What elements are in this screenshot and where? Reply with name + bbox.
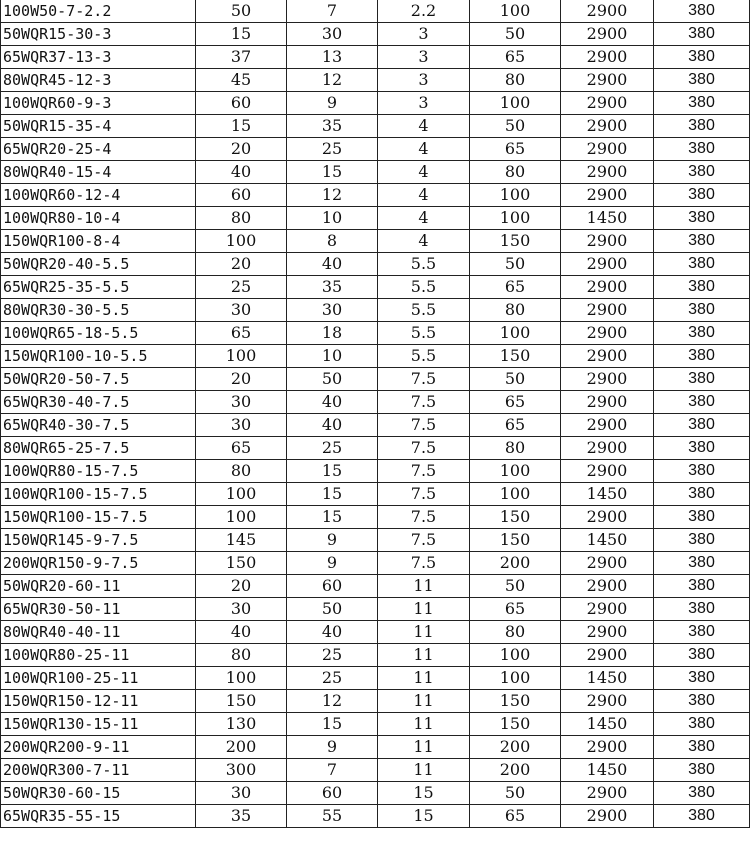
flow-cell: 80 bbox=[196, 207, 287, 230]
model-cell: 65WQR25-35-5.5 bbox=[1, 276, 196, 299]
voltage-cell: 380 bbox=[654, 460, 750, 483]
model-cell: 65WQR20-25-4 bbox=[1, 138, 196, 161]
voltage-cell: 380 bbox=[654, 276, 750, 299]
flow-cell: 100 bbox=[196, 230, 287, 253]
power-cell: 15 bbox=[378, 805, 470, 828]
power-cell: 11 bbox=[378, 575, 470, 598]
flow-cell: 40 bbox=[196, 621, 287, 644]
table-row bbox=[1, 184, 750, 207]
voltage-cell: 380 bbox=[654, 207, 750, 230]
diameter-cell: 65 bbox=[470, 276, 561, 299]
head-cell: 13 bbox=[287, 46, 378, 69]
diameter-cell: 100 bbox=[470, 184, 561, 207]
voltage-cell: 380 bbox=[654, 759, 750, 782]
model-cell: 100WQR100-25-11 bbox=[1, 667, 196, 690]
table-row bbox=[1, 644, 750, 667]
table-row bbox=[1, 552, 750, 575]
diameter-cell: 80 bbox=[470, 161, 561, 184]
power-cell: 7.5 bbox=[378, 552, 470, 575]
power-cell: 5.5 bbox=[378, 322, 470, 345]
table-row bbox=[1, 207, 750, 230]
model-cell: 65WQR35-55-15 bbox=[1, 805, 196, 828]
diameter-cell: 80 bbox=[470, 69, 561, 92]
flow-cell: 150 bbox=[196, 552, 287, 575]
diameter-cell: 80 bbox=[470, 299, 561, 322]
table-row bbox=[1, 805, 750, 828]
flow-cell: 80 bbox=[196, 644, 287, 667]
speed-cell: 1450 bbox=[561, 667, 654, 690]
head-cell: 35 bbox=[287, 115, 378, 138]
head-cell: 8 bbox=[287, 230, 378, 253]
voltage-cell: 380 bbox=[654, 46, 750, 69]
model-cell: 150WQR100-10-5.5 bbox=[1, 345, 196, 368]
power-cell: 3 bbox=[378, 23, 470, 46]
voltage-cell: 380 bbox=[654, 529, 750, 552]
flow-cell: 30 bbox=[196, 414, 287, 437]
flow-cell: 50 bbox=[196, 0, 287, 23]
voltage-cell: 380 bbox=[654, 644, 750, 667]
diameter-cell: 100 bbox=[470, 667, 561, 690]
power-cell: 4 bbox=[378, 161, 470, 184]
speed-cell: 2900 bbox=[561, 161, 654, 184]
model-cell: 150WQR150-12-11 bbox=[1, 690, 196, 713]
model-cell: 150WQR100-15-7.5 bbox=[1, 506, 196, 529]
voltage-cell: 380 bbox=[654, 368, 750, 391]
speed-cell: 2900 bbox=[561, 621, 654, 644]
model-cell: 80WQR65-25-7.5 bbox=[1, 437, 196, 460]
flow-cell: 25 bbox=[196, 276, 287, 299]
table-row bbox=[1, 299, 750, 322]
diameter-cell: 65 bbox=[470, 414, 561, 437]
head-cell: 60 bbox=[287, 782, 378, 805]
table-row bbox=[1, 759, 750, 782]
head-cell: 9 bbox=[287, 92, 378, 115]
head-cell: 15 bbox=[287, 713, 378, 736]
speed-cell: 2900 bbox=[561, 69, 654, 92]
power-cell: 4 bbox=[378, 138, 470, 161]
speed-cell: 2900 bbox=[561, 736, 654, 759]
flow-cell: 20 bbox=[196, 138, 287, 161]
speed-cell: 2900 bbox=[561, 322, 654, 345]
flow-cell: 130 bbox=[196, 713, 287, 736]
table-row bbox=[1, 92, 750, 115]
model-cell: 100WQR65-18-5.5 bbox=[1, 322, 196, 345]
diameter-cell: 100 bbox=[470, 92, 561, 115]
model-cell: 50WQR20-60-11 bbox=[1, 575, 196, 598]
table-row bbox=[1, 46, 750, 69]
head-cell: 55 bbox=[287, 805, 378, 828]
head-cell: 12 bbox=[287, 69, 378, 92]
flow-cell: 65 bbox=[196, 322, 287, 345]
voltage-cell: 380 bbox=[654, 782, 750, 805]
power-cell: 7.5 bbox=[378, 414, 470, 437]
voltage-cell: 380 bbox=[654, 805, 750, 828]
model-cell: 50WQR15-35-4 bbox=[1, 115, 196, 138]
power-cell: 11 bbox=[378, 621, 470, 644]
model-cell: 50WQR15-30-3 bbox=[1, 23, 196, 46]
model-cell: 65WQR40-30-7.5 bbox=[1, 414, 196, 437]
speed-cell: 2900 bbox=[561, 23, 654, 46]
voltage-cell: 380 bbox=[654, 184, 750, 207]
head-cell: 30 bbox=[287, 299, 378, 322]
power-cell: 7.5 bbox=[378, 460, 470, 483]
speed-cell: 2900 bbox=[561, 299, 654, 322]
speed-cell: 1450 bbox=[561, 529, 654, 552]
table-row bbox=[1, 322, 750, 345]
power-cell: 7.5 bbox=[378, 391, 470, 414]
model-cell: 100WQR100-15-7.5 bbox=[1, 483, 196, 506]
diameter-cell: 100 bbox=[470, 0, 561, 23]
power-cell: 4 bbox=[378, 207, 470, 230]
flow-cell: 150 bbox=[196, 690, 287, 713]
flow-cell: 30 bbox=[196, 782, 287, 805]
table-row bbox=[1, 414, 750, 437]
model-cell: 80WQR40-15-4 bbox=[1, 161, 196, 184]
model-cell: 200WQR200-9-11 bbox=[1, 736, 196, 759]
flow-cell: 20 bbox=[196, 575, 287, 598]
diameter-cell: 50 bbox=[470, 368, 561, 391]
head-cell: 60 bbox=[287, 575, 378, 598]
voltage-cell: 380 bbox=[654, 483, 750, 506]
flow-cell: 30 bbox=[196, 391, 287, 414]
table-row bbox=[1, 690, 750, 713]
model-cell: 50WQR20-40-5.5 bbox=[1, 253, 196, 276]
power-cell: 7.5 bbox=[378, 529, 470, 552]
speed-cell: 2900 bbox=[561, 552, 654, 575]
power-cell: 11 bbox=[378, 759, 470, 782]
table-row bbox=[1, 713, 750, 736]
head-cell: 12 bbox=[287, 184, 378, 207]
flow-cell: 15 bbox=[196, 23, 287, 46]
model-cell: 80WQR30-30-5.5 bbox=[1, 299, 196, 322]
head-cell: 25 bbox=[287, 644, 378, 667]
table-row bbox=[1, 667, 750, 690]
voltage-cell: 380 bbox=[654, 23, 750, 46]
power-cell: 7.5 bbox=[378, 437, 470, 460]
diameter-cell: 50 bbox=[470, 575, 561, 598]
speed-cell: 2900 bbox=[561, 460, 654, 483]
flow-cell: 15 bbox=[196, 115, 287, 138]
speed-cell: 2900 bbox=[561, 391, 654, 414]
speed-cell: 2900 bbox=[561, 0, 654, 23]
power-cell: 7.5 bbox=[378, 506, 470, 529]
speed-cell: 2900 bbox=[561, 575, 654, 598]
flow-cell: 20 bbox=[196, 368, 287, 391]
flow-cell: 65 bbox=[196, 437, 287, 460]
head-cell: 15 bbox=[287, 460, 378, 483]
model-cell: 50WQR20-50-7.5 bbox=[1, 368, 196, 391]
flow-cell: 200 bbox=[196, 736, 287, 759]
table-row bbox=[1, 161, 750, 184]
power-cell: 11 bbox=[378, 736, 470, 759]
model-cell: 80WQR45-12-3 bbox=[1, 69, 196, 92]
head-cell: 9 bbox=[287, 552, 378, 575]
diameter-cell: 80 bbox=[470, 621, 561, 644]
head-cell: 25 bbox=[287, 437, 378, 460]
model-cell: 100WQR80-15-7.5 bbox=[1, 460, 196, 483]
diameter-cell: 200 bbox=[470, 736, 561, 759]
speed-cell: 2900 bbox=[561, 184, 654, 207]
table-row bbox=[1, 115, 750, 138]
power-cell: 11 bbox=[378, 667, 470, 690]
table-row bbox=[1, 598, 750, 621]
speed-cell: 2900 bbox=[561, 598, 654, 621]
table-row bbox=[1, 506, 750, 529]
voltage-cell: 380 bbox=[654, 391, 750, 414]
head-cell: 50 bbox=[287, 368, 378, 391]
power-cell: 15 bbox=[378, 782, 470, 805]
head-cell: 9 bbox=[287, 529, 378, 552]
table-row bbox=[1, 483, 750, 506]
diameter-cell: 150 bbox=[470, 690, 561, 713]
speed-cell: 2900 bbox=[561, 92, 654, 115]
head-cell: 30 bbox=[287, 23, 378, 46]
table-row bbox=[1, 23, 750, 46]
table-row bbox=[1, 368, 750, 391]
speed-cell: 2900 bbox=[561, 115, 654, 138]
speed-cell: 2900 bbox=[561, 276, 654, 299]
voltage-cell: 380 bbox=[654, 713, 750, 736]
voltage-cell: 380 bbox=[654, 621, 750, 644]
head-cell: 7 bbox=[287, 0, 378, 23]
diameter-cell: 150 bbox=[470, 230, 561, 253]
voltage-cell: 380 bbox=[654, 575, 750, 598]
diameter-cell: 50 bbox=[470, 782, 561, 805]
speed-cell: 1450 bbox=[561, 713, 654, 736]
flow-cell: 45 bbox=[196, 69, 287, 92]
voltage-cell: 380 bbox=[654, 598, 750, 621]
model-cell: 100WQR60-9-3 bbox=[1, 92, 196, 115]
model-cell: 100WQR80-10-4 bbox=[1, 207, 196, 230]
head-cell: 18 bbox=[287, 322, 378, 345]
power-cell: 11 bbox=[378, 598, 470, 621]
flow-cell: 145 bbox=[196, 529, 287, 552]
diameter-cell: 80 bbox=[470, 437, 561, 460]
speed-cell: 2900 bbox=[561, 46, 654, 69]
diameter-cell: 100 bbox=[470, 207, 561, 230]
power-cell: 3 bbox=[378, 69, 470, 92]
head-cell: 7 bbox=[287, 759, 378, 782]
table-row bbox=[1, 0, 750, 23]
diameter-cell: 100 bbox=[470, 644, 561, 667]
flow-cell: 300 bbox=[196, 759, 287, 782]
model-cell: 100WQR60-12-4 bbox=[1, 184, 196, 207]
diameter-cell: 65 bbox=[470, 391, 561, 414]
voltage-cell: 380 bbox=[654, 253, 750, 276]
speed-cell: 1450 bbox=[561, 759, 654, 782]
power-cell: 2.2 bbox=[378, 0, 470, 23]
speed-cell: 2900 bbox=[561, 345, 654, 368]
diameter-cell: 150 bbox=[470, 529, 561, 552]
table-row bbox=[1, 230, 750, 253]
table-row bbox=[1, 253, 750, 276]
head-cell: 15 bbox=[287, 483, 378, 506]
model-cell: 200WQR300-7-11 bbox=[1, 759, 196, 782]
power-cell: 11 bbox=[378, 690, 470, 713]
head-cell: 15 bbox=[287, 506, 378, 529]
table-row bbox=[1, 575, 750, 598]
table-row bbox=[1, 391, 750, 414]
head-cell: 25 bbox=[287, 138, 378, 161]
diameter-cell: 65 bbox=[470, 138, 561, 161]
flow-cell: 60 bbox=[196, 92, 287, 115]
flow-cell: 40 bbox=[196, 161, 287, 184]
speed-cell: 2900 bbox=[561, 506, 654, 529]
speed-cell: 2900 bbox=[561, 782, 654, 805]
voltage-cell: 380 bbox=[654, 69, 750, 92]
power-cell: 11 bbox=[378, 644, 470, 667]
flow-cell: 100 bbox=[196, 667, 287, 690]
table-row bbox=[1, 345, 750, 368]
power-cell: 11 bbox=[378, 713, 470, 736]
speed-cell: 2900 bbox=[561, 805, 654, 828]
speed-cell: 2900 bbox=[561, 230, 654, 253]
diameter-cell: 50 bbox=[470, 253, 561, 276]
power-cell: 3 bbox=[378, 92, 470, 115]
power-cell: 5.5 bbox=[378, 276, 470, 299]
power-cell: 4 bbox=[378, 184, 470, 207]
flow-cell: 30 bbox=[196, 299, 287, 322]
voltage-cell: 380 bbox=[654, 322, 750, 345]
head-cell: 35 bbox=[287, 276, 378, 299]
speed-cell: 2900 bbox=[561, 368, 654, 391]
power-cell: 5.5 bbox=[378, 299, 470, 322]
flow-cell: 100 bbox=[196, 483, 287, 506]
head-cell: 25 bbox=[287, 667, 378, 690]
model-cell: 150WQR145-9-7.5 bbox=[1, 529, 196, 552]
flow-cell: 60 bbox=[196, 184, 287, 207]
table-row bbox=[1, 621, 750, 644]
diameter-cell: 150 bbox=[470, 345, 561, 368]
diameter-cell: 50 bbox=[470, 23, 561, 46]
voltage-cell: 380 bbox=[654, 667, 750, 690]
power-cell: 4 bbox=[378, 230, 470, 253]
speed-cell: 1450 bbox=[561, 483, 654, 506]
diameter-cell: 65 bbox=[470, 598, 561, 621]
table-row bbox=[1, 437, 750, 460]
head-cell: 12 bbox=[287, 690, 378, 713]
diameter-cell: 65 bbox=[470, 805, 561, 828]
voltage-cell: 380 bbox=[654, 92, 750, 115]
model-cell: 65WQR37-13-3 bbox=[1, 46, 196, 69]
table-row bbox=[1, 782, 750, 805]
power-cell: 4 bbox=[378, 115, 470, 138]
head-cell: 40 bbox=[287, 253, 378, 276]
table-row bbox=[1, 276, 750, 299]
speed-cell: 1450 bbox=[561, 207, 654, 230]
voltage-cell: 380 bbox=[654, 138, 750, 161]
voltage-cell: 380 bbox=[654, 437, 750, 460]
model-cell: 150WQR100-8-4 bbox=[1, 230, 196, 253]
model-cell: 80WQR40-40-11 bbox=[1, 621, 196, 644]
flow-cell: 100 bbox=[196, 506, 287, 529]
head-cell: 40 bbox=[287, 621, 378, 644]
model-cell: 50WQR30-60-15 bbox=[1, 782, 196, 805]
diameter-cell: 50 bbox=[470, 115, 561, 138]
power-cell: 7.5 bbox=[378, 483, 470, 506]
voltage-cell: 380 bbox=[654, 736, 750, 759]
diameter-cell: 200 bbox=[470, 552, 561, 575]
model-cell: 200WQR150-9-7.5 bbox=[1, 552, 196, 575]
table-row bbox=[1, 460, 750, 483]
speed-cell: 2900 bbox=[561, 437, 654, 460]
table-body bbox=[1, 0, 750, 828]
speed-cell: 2900 bbox=[561, 644, 654, 667]
voltage-cell: 380 bbox=[654, 690, 750, 713]
speed-cell: 2900 bbox=[561, 414, 654, 437]
head-cell: 50 bbox=[287, 598, 378, 621]
voltage-cell: 380 bbox=[654, 0, 750, 23]
model-cell: 100W50-7-2.2 bbox=[1, 0, 196, 23]
flow-cell: 80 bbox=[196, 460, 287, 483]
voltage-cell: 380 bbox=[654, 230, 750, 253]
voltage-cell: 380 bbox=[654, 299, 750, 322]
voltage-cell: 380 bbox=[654, 161, 750, 184]
head-cell: 40 bbox=[287, 391, 378, 414]
power-cell: 3 bbox=[378, 46, 470, 69]
power-cell: 7.5 bbox=[378, 368, 470, 391]
voltage-cell: 380 bbox=[654, 115, 750, 138]
model-cell: 150WQR130-15-11 bbox=[1, 713, 196, 736]
flow-cell: 35 bbox=[196, 805, 287, 828]
diameter-cell: 100 bbox=[470, 322, 561, 345]
model-cell: 65WQR30-50-11 bbox=[1, 598, 196, 621]
model-cell: 65WQR30-40-7.5 bbox=[1, 391, 196, 414]
model-cell: 100WQR80-25-11 bbox=[1, 644, 196, 667]
speed-cell: 2900 bbox=[561, 138, 654, 161]
table-row bbox=[1, 69, 750, 92]
diameter-cell: 200 bbox=[470, 759, 561, 782]
flow-cell: 37 bbox=[196, 46, 287, 69]
flow-cell: 100 bbox=[196, 345, 287, 368]
table-row bbox=[1, 529, 750, 552]
flow-cell: 20 bbox=[196, 253, 287, 276]
diameter-cell: 100 bbox=[470, 483, 561, 506]
table-row bbox=[1, 736, 750, 759]
head-cell: 15 bbox=[287, 161, 378, 184]
voltage-cell: 380 bbox=[654, 345, 750, 368]
power-cell: 5.5 bbox=[378, 253, 470, 276]
voltage-cell: 380 bbox=[654, 552, 750, 575]
voltage-cell: 380 bbox=[654, 506, 750, 529]
speed-cell: 2900 bbox=[561, 690, 654, 713]
flow-cell: 30 bbox=[196, 598, 287, 621]
table-row bbox=[1, 138, 750, 161]
head-cell: 40 bbox=[287, 414, 378, 437]
head-cell: 9 bbox=[287, 736, 378, 759]
head-cell: 10 bbox=[287, 207, 378, 230]
diameter-cell: 100 bbox=[470, 460, 561, 483]
power-cell: 5.5 bbox=[378, 345, 470, 368]
diameter-cell: 65 bbox=[470, 46, 561, 69]
diameter-cell: 150 bbox=[470, 506, 561, 529]
head-cell: 10 bbox=[287, 345, 378, 368]
speed-cell: 2900 bbox=[561, 253, 654, 276]
diameter-cell: 150 bbox=[470, 713, 561, 736]
voltage-cell: 380 bbox=[654, 414, 750, 437]
